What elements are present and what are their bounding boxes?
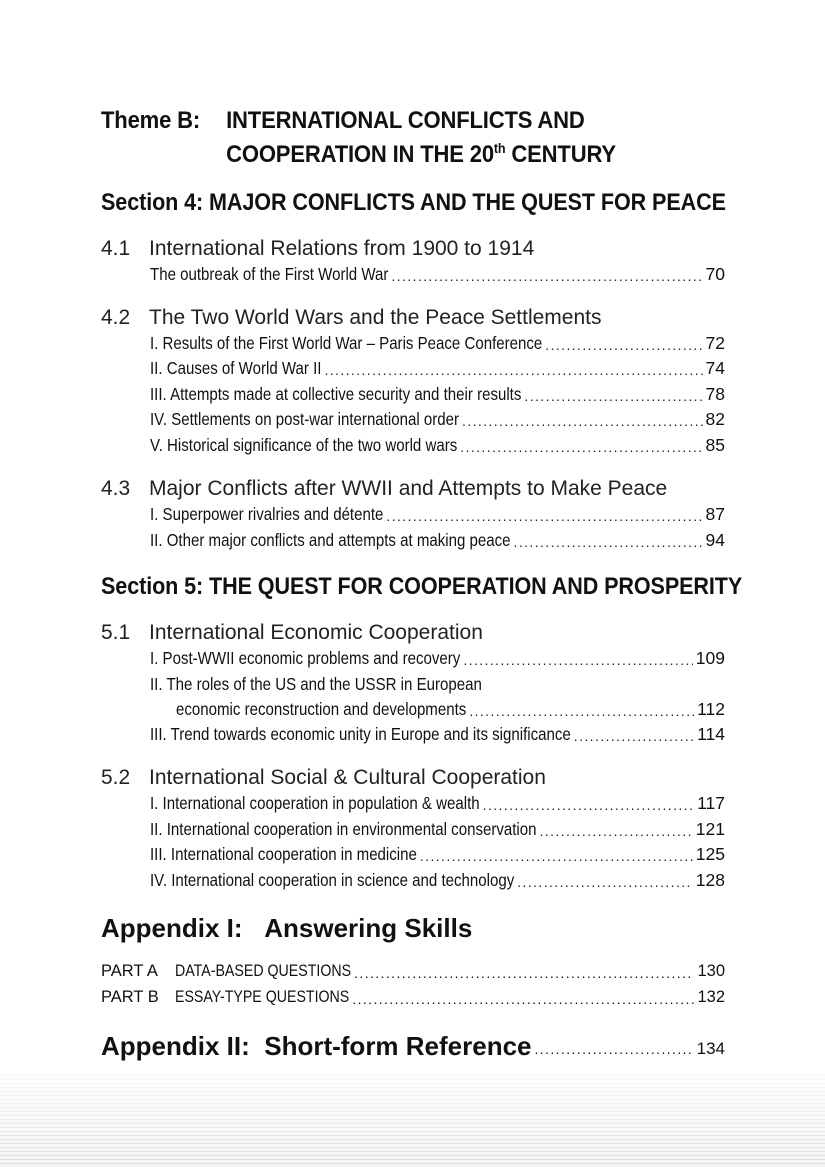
toc-entry-text: III. Trend towards economic unity in Europe and its significance <box>150 724 571 744</box>
subsection-4-3-heading <box>101 476 667 502</box>
toc-entry[interactable] <box>150 261 725 285</box>
toc-page-number: 117 <box>697 793 725 813</box>
toc-entry-text: II. International cooperation in environmental conservation <box>150 819 537 839</box>
subsection-number: 4.2 <box>101 306 131 329</box>
toc-entry[interactable] <box>150 381 725 405</box>
appendix-1-title: Answering Skills <box>264 913 473 943</box>
theme-line-1 <box>101 104 616 138</box>
toc-entry-text: I. International cooperation in population & wealth <box>150 793 480 813</box>
dot-leader <box>469 702 694 720</box>
toc-entry[interactable] <box>150 406 725 430</box>
toc-page-number: 130 <box>697 962 725 980</box>
toc-part-entry[interactable] <box>101 984 725 1008</box>
toc-page-number: 134 <box>696 1039 725 1058</box>
section-4-heading: Section 4: MAJOR CONFLICTS AND THE QUEST FOR PEACE <box>101 189 726 216</box>
toc-entry-text: IV. Settlements on post-war international order <box>150 409 459 429</box>
dot-leader <box>324 361 702 379</box>
toc-page-number: 74 <box>705 358 725 378</box>
toc-entry[interactable] <box>150 527 725 551</box>
dot-leader <box>420 847 693 865</box>
toc-page-number: 82 <box>705 409 725 429</box>
toc-entry[interactable] <box>150 432 725 456</box>
dot-leader <box>514 533 703 551</box>
theme-heading <box>101 104 616 172</box>
dot-leader <box>352 990 694 1008</box>
toc-entry[interactable] <box>150 330 725 354</box>
subsection-5-1-heading <box>101 620 483 646</box>
subsection-title: The Two World Wars and the Peace Settlements <box>149 306 602 329</box>
toc-page-number: 70 <box>705 264 725 284</box>
dot-leader <box>535 1040 694 1058</box>
toc-entry[interactable] <box>150 355 725 379</box>
toc-page-number: 132 <box>697 988 725 1006</box>
subsection-number: 5.2 <box>101 766 131 789</box>
toc-page-number: 72 <box>705 333 725 353</box>
subsection-title: Major Conflicts after WWII and Attempts to Make Peace <box>149 477 668 500</box>
subsection-5-2-heading <box>101 765 546 791</box>
toc-entry[interactable] <box>150 501 725 525</box>
toc-entry[interactable] <box>150 721 725 745</box>
appendix-2-heading <box>101 1030 532 1062</box>
decorative-footer-band <box>0 1072 825 1167</box>
theme-title-superscript: th <box>493 140 506 156</box>
toc-page-number: 109 <box>695 648 725 668</box>
toc-entry-text: I. Results of the First World War – Paris Peace Conference <box>150 333 543 353</box>
dot-leader <box>517 873 693 891</box>
toc-entry-text: II. Causes of World War II <box>150 358 322 378</box>
toc-page-number: 125 <box>695 844 725 864</box>
toc-entry-text: III. International cooperation in medicine <box>150 844 417 864</box>
toc-page-number: 128 <box>695 870 725 890</box>
subsection-title: International Social & Cultural Cooperation <box>149 766 546 789</box>
subsection-4-2-heading <box>101 305 602 331</box>
toc-entry-text: I. Superpower rivalries and détente <box>150 504 384 524</box>
part-label: PART B <box>101 988 159 1006</box>
appendix-1-label: Appendix I: <box>101 913 243 943</box>
toc-entry-text: The outbreak of the First World War <box>150 264 389 284</box>
toc-entry-text: I. Post-WWII economic problems and recovery <box>150 648 461 668</box>
toc-entry-text: II. The roles of the US and the USSR in European <box>150 674 482 694</box>
appendix-2-entry[interactable] <box>101 1028 725 1062</box>
toc-entry-text: economic reconstruction and developments <box>176 699 467 719</box>
appendix-2-label: Appendix II: <box>101 1031 250 1061</box>
toc-page-number: 112 <box>697 699 725 719</box>
toc-entry[interactable] <box>150 790 725 814</box>
subsection-number: 5.1 <box>101 621 131 644</box>
part-text: DATA-BASED QUESTIONS <box>175 962 352 980</box>
theme-title-line-1: INTERNATIONAL CONFLICTS AND <box>226 107 585 134</box>
subsection-number: 4.3 <box>101 477 131 500</box>
subsection-4-1-heading <box>101 236 534 262</box>
toc-entry-continued[interactable] <box>176 696 725 720</box>
toc-part-entry[interactable] <box>101 958 725 982</box>
toc-page-number: 78 <box>705 384 725 404</box>
toc-entry-text: II. Other major conflicts and attempts at making peace <box>150 530 511 550</box>
subsection-number: 4.1 <box>101 237 131 260</box>
subsection-title: International Economic Cooperation <box>149 621 483 644</box>
toc-page-number: 87 <box>705 504 725 524</box>
dot-leader <box>462 412 703 430</box>
dot-leader <box>463 651 692 669</box>
part-label: PART A <box>101 962 158 980</box>
theme-title-line-2: COOPERATION IN THE 20 <box>226 141 494 168</box>
appendix-2-title: Short-form Reference <box>264 1031 532 1061</box>
theme-title-line-2-end: CENTURY <box>505 141 616 168</box>
appendix-1-heading <box>101 912 472 944</box>
toc-entry[interactable] <box>150 816 725 840</box>
toc-page-number: 114 <box>697 724 725 744</box>
theme-line-2 <box>101 138 616 172</box>
dot-leader <box>524 387 702 405</box>
subsection-title: International Relations from 1900 to 1914 <box>149 237 535 260</box>
section-5-heading: Section 5: THE QUEST FOR COOPERATION AND PROSPERITY <box>101 573 743 600</box>
toc-entry-text: V. Historical significance of the two world wars <box>150 435 458 455</box>
dot-leader <box>545 336 702 354</box>
dot-leader <box>574 727 694 745</box>
toc-page-number: 121 <box>695 819 725 839</box>
toc-entry[interactable] <box>150 645 725 669</box>
toc-page-number: 94 <box>705 530 725 550</box>
part-text: ESSAY-TYPE QUESTIONS <box>175 988 350 1006</box>
toc-entry[interactable] <box>150 841 725 865</box>
theme-label: Theme B: <box>101 107 201 134</box>
dot-leader <box>354 964 694 982</box>
dot-leader <box>391 267 702 285</box>
dot-leader <box>483 796 694 814</box>
dot-leader <box>460 438 702 456</box>
dot-leader <box>386 507 702 525</box>
toc-page-number: 85 <box>705 435 725 455</box>
toc-entry[interactable] <box>150 867 725 891</box>
dot-leader <box>540 822 693 840</box>
toc-entry[interactable] <box>150 671 482 695</box>
toc-entry-text: III. Attempts made at collective security and their results <box>150 384 522 404</box>
toc-entry-text: IV. International cooperation in science and technology <box>150 870 515 890</box>
